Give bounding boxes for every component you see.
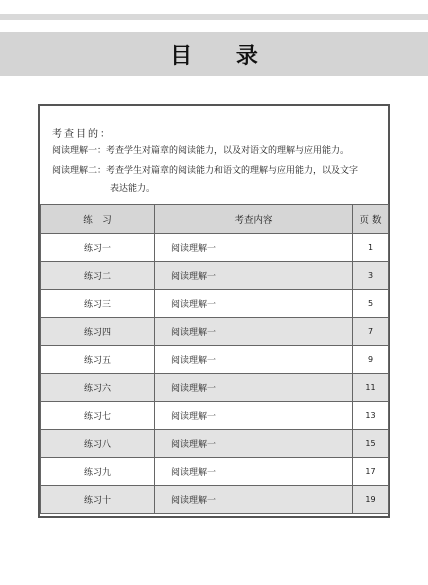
table-row[interactable] <box>41 262 389 290</box>
contents-table <box>40 204 389 514</box>
page-cell: 15 <box>353 430 389 458</box>
exercise-cell: 练习二 <box>41 262 155 290</box>
table-header-row <box>41 205 389 234</box>
page-cell: 17 <box>353 458 389 486</box>
exercise-cell: 练习七 <box>41 402 155 430</box>
header-exercise: 练 习 <box>41 205 155 234</box>
objective-item <box>52 163 358 176</box>
table-row[interactable] <box>41 458 389 486</box>
content-cell: 阅读理解一 <box>155 290 353 318</box>
objective-text: 考查学生对篇章的阅读能力，以及对语文的理解与应用能力。 <box>106 146 350 156</box>
page-title: 目 录 <box>170 43 276 69</box>
header-page: 页 数 <box>353 205 389 234</box>
objective-text: 考查学生对篇章的阅读能力和语文的理解与应用能力，以及文字 <box>106 166 359 176</box>
page-cell: 5 <box>353 290 389 318</box>
table-row[interactable] <box>41 402 389 430</box>
exercise-cell: 练习五 <box>41 346 155 374</box>
page-cell: 1 <box>353 234 389 262</box>
exercise-cell: 练习一 <box>41 234 155 262</box>
content-cell: 阅读理解一 <box>155 486 353 514</box>
page-cell: 13 <box>353 402 389 430</box>
exercise-cell: 练习六 <box>41 374 155 402</box>
content-cell: 阅读理解一 <box>155 374 353 402</box>
title-band <box>0 32 428 76</box>
table-row[interactable] <box>41 290 389 318</box>
content-cell: 阅读理解一 <box>155 430 353 458</box>
page-cell: 19 <box>353 486 389 514</box>
objective-item <box>52 143 349 156</box>
content-cell: 阅读理解一 <box>155 458 353 486</box>
content-cell: 阅读理解一 <box>155 234 353 262</box>
objective-text-continuation: 表达能力。 <box>110 184 156 194</box>
content-cell: 阅读理解一 <box>155 318 353 346</box>
objectives-heading: 考查目的： <box>52 129 112 140</box>
table-row[interactable] <box>41 318 389 346</box>
table-row[interactable] <box>41 234 389 262</box>
table-row[interactable] <box>41 430 389 458</box>
exercise-cell: 练习八 <box>41 430 155 458</box>
table-row[interactable] <box>41 374 389 402</box>
contents-frame <box>38 104 390 518</box>
table-row[interactable] <box>41 346 389 374</box>
objective-label: 阅读理解一： <box>52 146 107 156</box>
objective-label: 阅读理解二： <box>52 166 107 176</box>
page-cell: 9 <box>353 346 389 374</box>
page-cell: 11 <box>353 374 389 402</box>
exercise-cell: 练习十 <box>41 486 155 514</box>
table-row[interactable] <box>41 486 389 514</box>
exercise-cell: 练习九 <box>41 458 155 486</box>
header-content: 考查内容 <box>155 205 353 234</box>
content-cell: 阅读理解一 <box>155 402 353 430</box>
content-cell: 阅读理解一 <box>155 346 353 374</box>
objectives-section <box>40 106 388 204</box>
exercise-cell: 练习三 <box>41 290 155 318</box>
content-cell: 阅读理解一 <box>155 262 353 290</box>
exercise-cell: 练习四 <box>41 318 155 346</box>
page-cell: 7 <box>353 318 389 346</box>
page-cell: 3 <box>353 262 389 290</box>
top-decorative-strip <box>0 14 428 20</box>
